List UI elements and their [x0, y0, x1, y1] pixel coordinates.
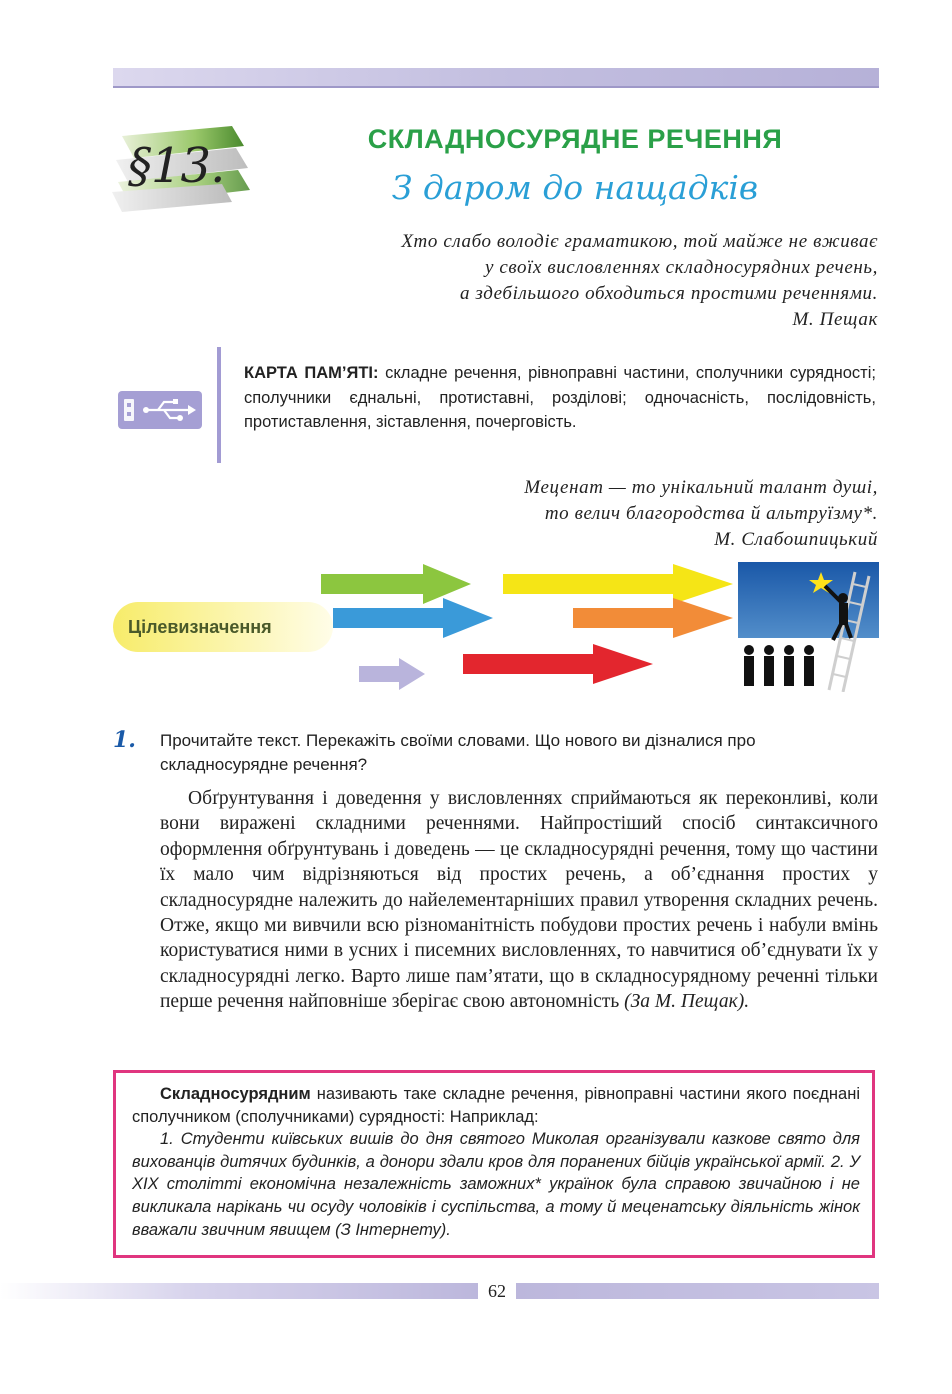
goal-arrow — [573, 598, 733, 638]
goal-arrow — [503, 564, 733, 604]
epigraph-line: то велич благородства й альтруїзму*. — [544, 503, 878, 524]
chapter-title: СКЛАДНОСУРЯДНЕ РЕЧЕННЯ — [367, 124, 783, 154]
goal-arrow — [333, 598, 493, 638]
goal-setting-label: Цілевизначення — [128, 617, 272, 637]
epigraph-line: Меценат — то унікальний талант душі, — [524, 477, 878, 498]
epigraph-line: у своїх висловленнях складносурядних речень, — [484, 257, 878, 278]
rule-definition-paragraph — [132, 1083, 860, 1128]
footer-decor-bar-right — [516, 1283, 879, 1299]
paragraph-number: §13. — [128, 138, 225, 194]
epigraph-grammar — [401, 229, 878, 333]
reading-source: (За М. Пещак). — [624, 991, 750, 1013]
reading-paragraph — [160, 786, 878, 1015]
goal-arrow — [463, 644, 653, 684]
memory-map-divider — [217, 347, 221, 463]
rule-definition-text: називають таке складне речення, рівноправні частини якого поєднані сполучником (сполучниками) сурядності: Наприклад: — [132, 1085, 860, 1126]
memory-map-text: складне речення, рівноправні частини, сполучники сурядності; сполучники єднальні, протиставні, розділові; одночасність, послідовність, протиставлення, зіставлення, почерговість. — [244, 364, 876, 431]
task-number: 1. — [113, 727, 136, 753]
footer-decor-bar-left — [0, 1283, 478, 1299]
header-decor-line — [113, 86, 879, 88]
task-instruction: Прочитайте текст. Перекажіть своїми словами. Що нового ви дізналися про складносурядне речення? — [160, 731, 756, 774]
epigraph-author: М. Слабошпицький — [714, 529, 878, 550]
epigraph-line: Хто слабо володіє граматикою, той майже не вживає — [401, 231, 878, 252]
reading-body: Обґрунтування і доведення у висловленнях сприймаються як переконливі, коли вони виражені складними реченнями. Найпростіший спосіб синтаксичного оформлення обґрунтувань і доведень — це складносурядні речення, тому що частини їх мало чим відрізняються від простих речень, а об’єднання простих у складносурядне належить до найелементарніших правил утворення складних речень. Отже, якщо ми вивчили всю різноманітність побудови простих речень і набули вмінь користуватися ними в усних і писемних висловленнях, то навчитися об’єднувати їх у складносурядні легко. Варто лише пам’ятати, що в складносурядному реченні тільки перше речення найповніше зберігає свою автономність — [160, 788, 878, 1013]
rule-examples: 1. Студенти київських вишів до дня святого Миколая організували казкове свято для вихованців дитячих будинків, а донори здали кров для поранених бійців української армії. 2. У XIX столітті економічна незалежність заможних* українок була справою звичайною і не викликала нарікань чи осуду чоловіків і суспільства, а тому й меценатську діяльність жінок вважали звичним явищем (З Інтернету). — [132, 1130, 860, 1239]
header-decor-bar — [113, 68, 879, 86]
memory-map-label: КАРТА ПАМ’ЯТІ: — [244, 364, 379, 382]
memory-map — [244, 361, 876, 435]
epigraph-author: М. Пещак — [792, 309, 878, 330]
reading-text — [160, 786, 878, 1015]
goal-arrow — [359, 658, 425, 690]
usb-icon — [118, 391, 202, 429]
rule-definition — [132, 1083, 860, 1241]
page-number: 62 — [488, 1281, 506, 1301]
epigraph-line: а здебільшого обходиться простими реченнями. — [459, 283, 878, 304]
epigraph-patron — [524, 475, 878, 553]
goal-arrow — [321, 564, 471, 604]
chapter-subtitle: З даром до нащадків — [391, 168, 759, 207]
rule-term: Складносурядним — [160, 1085, 311, 1103]
